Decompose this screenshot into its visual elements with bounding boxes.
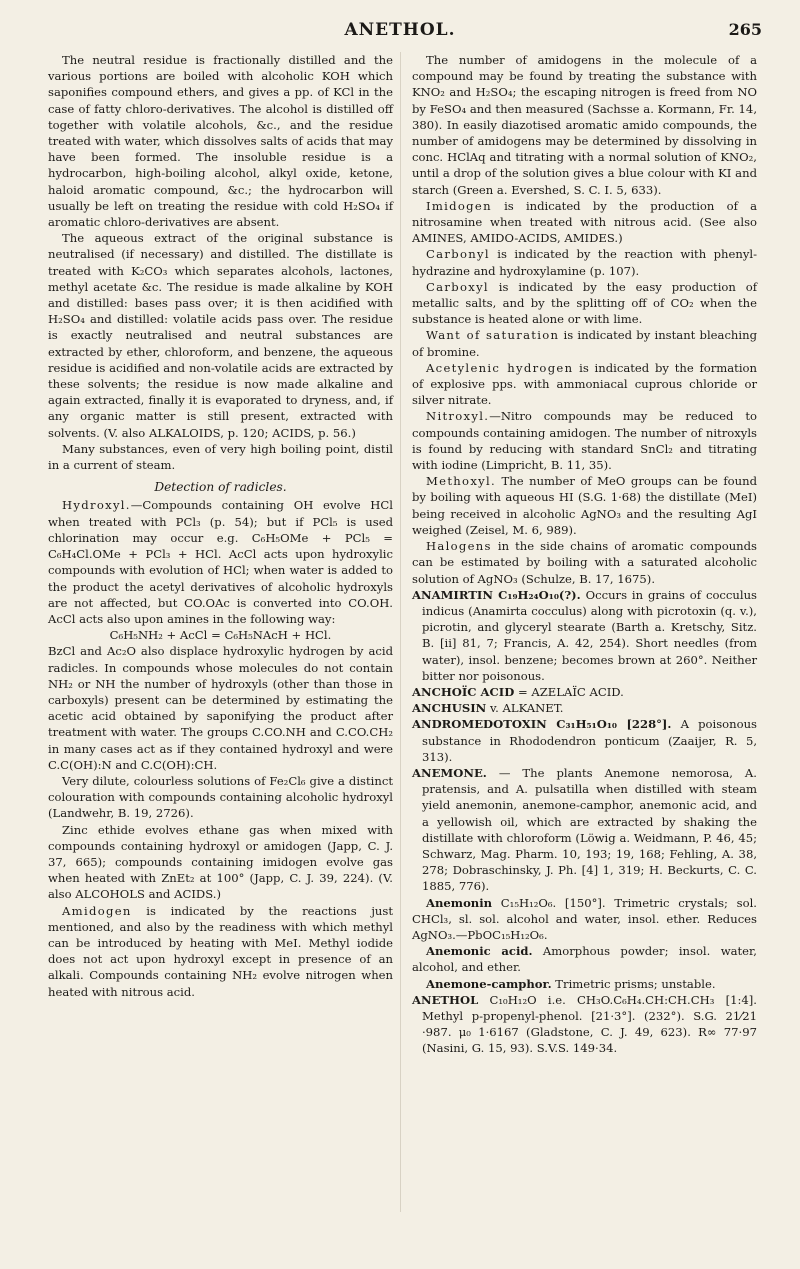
methoxyl-text: The number of MeO groups can be found by boiling with aqueous HI (S.G. 1·68) the distillate (MeI) being received in alcoholic AgNO₃ and the resulting AgI weighed (Zeisel, M. 6, 989). (412, 474, 757, 537)
paragraph-acetylenic (412, 360, 757, 409)
anamirtin-text: Occurs in grains of cocculus indicus (Anamirta cocculus) along with picrotoxin (q. v.), picrotin, and glyceryl stearate (Barth a. Kretschy, Sitz. B. [ii] 81, 7; Francis, A. 42, 254). Short needles (from water), insol. benzene; becomes brown at 260°. Neither bitter nor poisonous. (422, 587, 758, 683)
headword-anethol: ANETHOL (412, 992, 479, 1007)
headword-anchusin: ANCHUSIN (412, 701, 487, 716)
paragraph-hydroxyl (48, 497, 393, 627)
paragraph-halogens (412, 538, 757, 587)
term-carboxyl: Carboxyl (426, 279, 489, 294)
paragraph-amidogen-count: The number of amidogens in the molecule of a compound may be found by treating the substance with KNO₂ and H₂SO₄; the escaping nitrogen is freed from NO by FeSO₄ and then measured (Sachsse a. Kormann, Fr. 14, 380). In easily diazotised aromatic amido compounds, the number of amidogens may be determined by dissolving in conc. HClAq and titrating with a normal solution of KNO₂, until a drop of the solution gives a blue colour with KI and starch (Green a. Evershed, S. C. I. 5, 633). (412, 53, 757, 197)
column-divider (400, 52, 401, 1212)
anemonic-text: Amorphous powder; insol. water, alcohol, and ether. (412, 944, 757, 975)
entry-anchusin (412, 700, 757, 716)
term-amidogen: Amidogen (62, 903, 132, 918)
entry-anethol (412, 992, 757, 1057)
running-head: ANETHOL. (344, 20, 456, 40)
paragraph-carboxyl (412, 279, 757, 328)
nitroxyl-text: —Nitro compounds may be reduced to compounds containing amidogen. The number of nitroxyls is found by reducing with standard SnCl₂ and titrating with iodine (Limpricht, B. 11, 35). (412, 409, 757, 473)
anemonin-text: C₁₅H₁₂O₆. [150°]. Trimetric crystals; sol. CHCl₃, sl. sol. alcohol and water, insol. ether. Reduces AgNO₃.—PbOC₁₅H₁₂O₆. (412, 895, 757, 942)
headword-anemone: ANEMONE. (412, 765, 487, 780)
subhead-anemonic-acid: Anemonic acid. (426, 944, 533, 959)
anethol-text: C₁₀H₁₂O i.e. CH₃O.C₆H₄.CH:CH.CH₃ [1:4]. Methyl p-propenyl-phenol. [21·3°]. (232°). S.G. 21⁄21 ·987. μ₀ 1·6167 (Gladstone, C. J. 49, 623). R∞ 77·97 (Nasini, G. 15, 93). S.V.S. 149·34. (422, 992, 757, 1056)
anemone-text: — The plants Anemone nemorosa, A. pratensis, and A. pulsatilla when distilled with steam yield anemonin, anemone-camphor, anemonic acid, and a yellowish oil, which are extracted by shaking the distillate with chloroform (Löwig a. Weidmann, P. 46, 45; Schwarz, Mag. Pharm. 10, 193; 19, 168; Fehling, A. 38, 278; Dobraschinsky, J. Ph. [4] 1, 319; H. Beckurts, C. C. 1885, 776). (422, 765, 757, 894)
halogens-text: in the side chains of aromatic compounds can be estimated by boiling with a saturated alcoholic solution of AgNO₃ (Schulze, B. 17, 1675). (412, 539, 757, 586)
amidogen-text: is indicated by the reactions just mentioned, and also by the readiness with which methyl can be introduced by heating with MeI. Methyl iodide does not act upon hydroxyl except in presence of an alkali. Compounds containing NH₂ evolve nitrogen when heated with nitrous acid. (48, 903, 393, 999)
entry-andromedotoxin (412, 716, 757, 765)
paragraph-anemonin (412, 895, 757, 944)
right-column (412, 52, 757, 1057)
headword-anamirtin: ANAMIRTIN C₁₉H₂₄O₁₀(?). (412, 587, 581, 602)
page-number: 265 (728, 20, 762, 39)
paragraph-anemonic-acid (412, 943, 757, 975)
left-column (48, 52, 393, 1000)
term-acetylenic: Acetylenic hydrogen (426, 360, 574, 375)
paragraph-imidogen (412, 198, 757, 247)
anchusin-text: v. ALKANET. (486, 701, 564, 716)
term-hydroxyl: Hydroxyl. (62, 498, 131, 513)
paragraph-anemone-camphor (412, 976, 757, 992)
carboxyl-text: is indicated by the easy production of metallic salts, and by the splitting off of CO₂ when the substance is heated alone or with lime. (412, 279, 757, 327)
entry-anamirtin (412, 587, 757, 684)
paragraph-amidogen (48, 903, 393, 1000)
headword-anchoic-acid: ANCHOÏC ACID (412, 684, 515, 699)
paragraph-carbonyl (412, 246, 757, 278)
subhead-anemonin: Anemonin (426, 895, 493, 910)
paragraph-nitroxyl (412, 408, 757, 473)
hydroxyl-text: —Compounds containing OH evolve HCl when treated with PCl₃ (p. 54); but if PCl₅ is used chlorination may occur e.g. C₆H₅OMe + PCl₅ = C₆H₄Cl.OMe + PCl₃ + HCl. AcCl acts upon hydroxylic compounds with evolution of HCl; when water is added to the product the acetyl derivatives of alcoholic hydroxyls are not affected, but CO.OAc is converted into CO.OH. AcCl acts also upon amines in the following way: (48, 498, 393, 626)
carbonyl-text: is indicated by the reaction with phenyl-hydrazine and hydroxylamine (p. 107). (412, 247, 757, 278)
paragraph-neutral-residue: The neutral residue is fractionally distilled and the various portions are boiled with alcoholic KOH which saponifies compound ethers, and gives a pp. of KCl in the case of fatty chloro-derivatives. The alcohol is distilled off together with volatile alcohols, &c., and the residue treated with water, which dissolves salts of acids that may have been formed. The insoluble residue is a hydrocarbon, high-boiling alcohol, alkyl oxide, ketone, haloid aromatic compound, &c.; the hydrocarbon will usually be left on treating the residue with cold H₂SO₄ if aromatic chloro-derivatives are absent. (48, 53, 393, 230)
paragraph-aqueous-extract: The aqueous extract of the original substance is neutralised (if necessary) and distilled. The distillate is treated with K₂CO₃ which separates alcohols, lactones, methyl acetate &c. The residue is made alkaline by KOH and distilled: bases pass over; it is then acidified with H₂SO₄ and distilled: volatile acids pass over. The residue is exactly neutralised and neutral substances are extracted by ether, chloroform, and benzene, the aqueous residue is acidified and non-volatile acids are extracted by these solvents; the residue is now made alkaline and again extracted, finally it is evaporated to dryness, and, if any organic matter is still present, extracted with solvents. (V. also ALKALOIDS, p. 120; ACIDS, p. 56.) (48, 231, 393, 440)
imidogen-text: is indicated by the production of a nitrosamine when treated with nitrous acid. (See also AMINES, AMIDO-ACIDS, AMIDES.) (412, 198, 757, 246)
entry-anemone (412, 765, 757, 895)
andromedotoxin-text: A poisonous substance in Rhododendron ponticum (Zaaijer, R. 5, 313). (422, 717, 757, 764)
paragraph-fe2cl6: Very dilute, colourless solutions of Fe₂Cl₆ give a distinct colouration with compounds containing alcoholic hydroxyl (Landwehr, B. 19, 2726). (48, 773, 393, 821)
term-carbonyl: Carbonyl (426, 247, 490, 262)
paragraph-zinc-ethide: Zinc ethide evolves ethane gas when mixed with compounds containing hydroxyl or amidogen (Japp, C. J. 37, 665); compounds containing imidogen evolve gas when heated with ZnEt₂ at 100° (Japp, C. J. 39, 224). (V. also ALCOHOLS and ACIDS.) (48, 822, 393, 902)
entry-anchoic-acid (412, 684, 757, 700)
anchoic-text: = AZELAÏC ACID. (514, 684, 624, 699)
acetylenic-text: is indicated by the formation of explosive pps. with ammoniacal cuprous chloride or silver nitrate. (412, 360, 757, 408)
term-nitroxyl: Nitroxyl. (426, 409, 490, 424)
paragraph-bzcl: BzCl and Ac₂O also displace hydroxylic hydrogen by acid radicles. In compounds whose molecules do not contain NH₂ or NH the number of hydroxyls (other than those in carboxyls) present can be determined by estimating the acetic acid obtained by saponifying the product after treatment with water. The groups C.CO.NH and C.CO.CH₂ in many cases act as if they contained hydroxyl and were C.C(OH):N and C.C(OH):CH. (48, 644, 393, 772)
term-want-of-saturation: Want of saturation (426, 328, 560, 343)
paragraph-steam-distillation: Many substances, even of very high boiling point, distil in a current of steam. (48, 441, 393, 473)
section-heading-detection: Detection of radicles. (154, 480, 287, 495)
camphor-text: Trimetric prisms; unstable. (551, 976, 716, 991)
paragraph-want-of-saturation (412, 327, 757, 359)
term-methoxyl: Methoxyl. (426, 474, 497, 489)
term-halogens: Halogens (426, 539, 492, 554)
subhead-anemone-camphor: Anemone-camphor. (426, 976, 552, 991)
term-imidogen: Imidogen (426, 198, 492, 213)
paragraph-methoxyl (412, 473, 757, 538)
headword-andromedotoxin: ANDROMEDOTOXIN C₃₁H₅₁O₁₀ [228°]. (412, 717, 672, 732)
equation-aniline: C₆H₅NH₂ + AcCl = C₆H₅NAcH + HCl. (109, 628, 332, 643)
want-text: is indicated by instant bleaching of bromine. (412, 328, 757, 359)
